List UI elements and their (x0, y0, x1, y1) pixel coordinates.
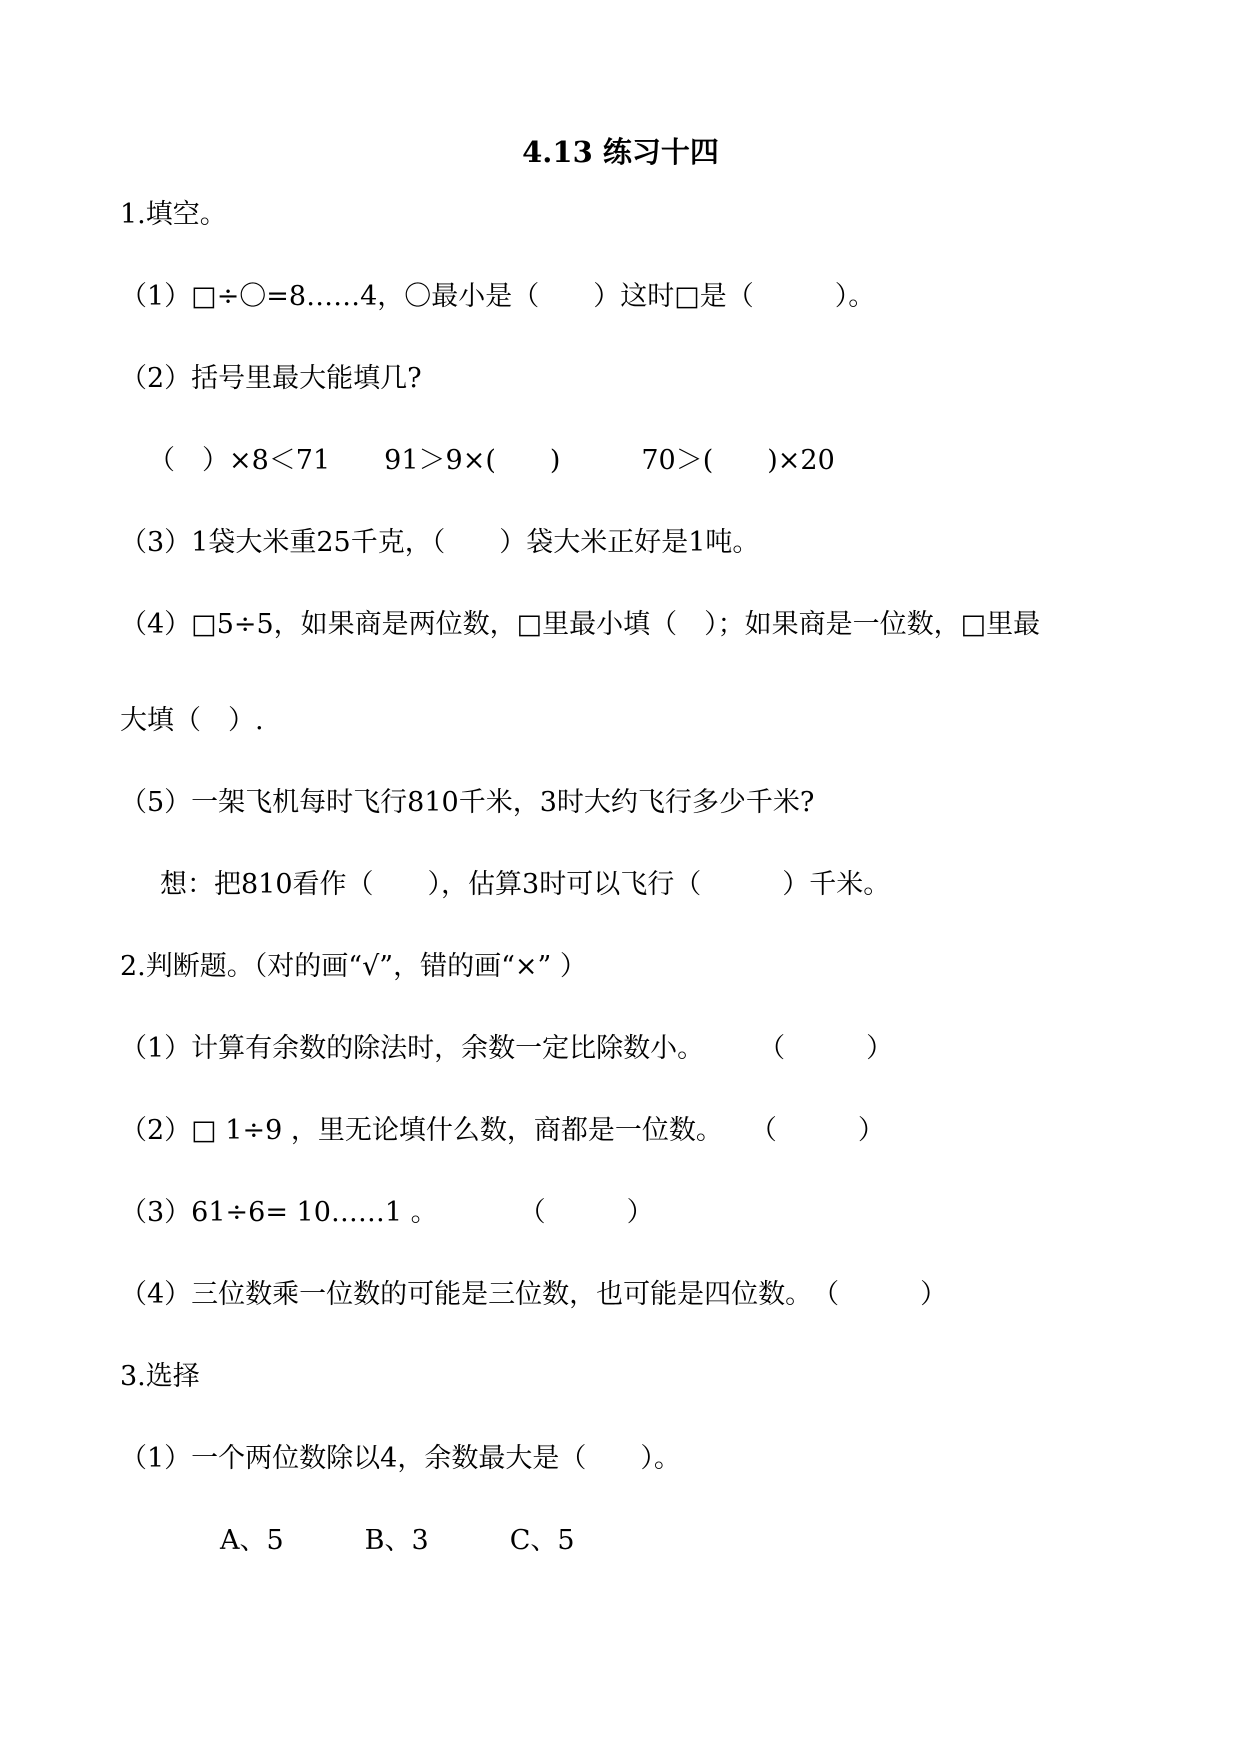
section-heading: 3.选择 (120, 1361, 200, 1392)
section-heading: 1.填空。 (120, 199, 227, 230)
question-3-1-options: A、5 B、3 C、5 (220, 1525, 575, 1556)
question-2-2: （2）□ 1÷9 ，里无论填什么数，商都是一位数。 （ ） (120, 1115, 885, 1146)
question-3-1: （1）一个两位数除以4，余数最大是（ ）。 (120, 1443, 681, 1474)
question-1-5-hint: 想：把810看作（ ），估算3时可以飞行（ ）千米。 (160, 869, 891, 900)
question-1-1: （1）□÷〇=8……4，〇最小是（ ）这时□是（ ）。 (120, 281, 876, 312)
question-2-3: （3）61÷6= 10……1 。 （ ） (120, 1197, 654, 1228)
section-heading: 2.判断题。（对的画“√”，错的画“×” ） (120, 951, 587, 982)
question-2-4: （4）三位数乘一位数的可能是三位数，也可能是四位数。 （ ） (120, 1279, 948, 1310)
question-1-2-items: （ ）×8＜71 91＞9×( ) 70＞( )×20 (148, 445, 835, 476)
question-2-1: （1）计算有余数的除法时，余数一定比除数小。 （ ） (120, 1033, 894, 1064)
question-1-4-line1: （4）□5÷5，如果商是两位数，□里最小填（ ）；如果商是一位数，□里最 (120, 609, 1041, 640)
page-title: 4.13 练习十四 (522, 135, 719, 169)
question-1-3: （3）1袋大米重25千克，（ ）袋大米正好是1吨。 (120, 527, 760, 558)
question-1-4-line2: 大填（ ）. (120, 705, 264, 736)
question-1-5: （5）一架飞机每时飞行810千米，3时大约飞行多少千米? (120, 787, 815, 818)
question-1-2: （2）括号里最大能填几? (120, 363, 422, 394)
